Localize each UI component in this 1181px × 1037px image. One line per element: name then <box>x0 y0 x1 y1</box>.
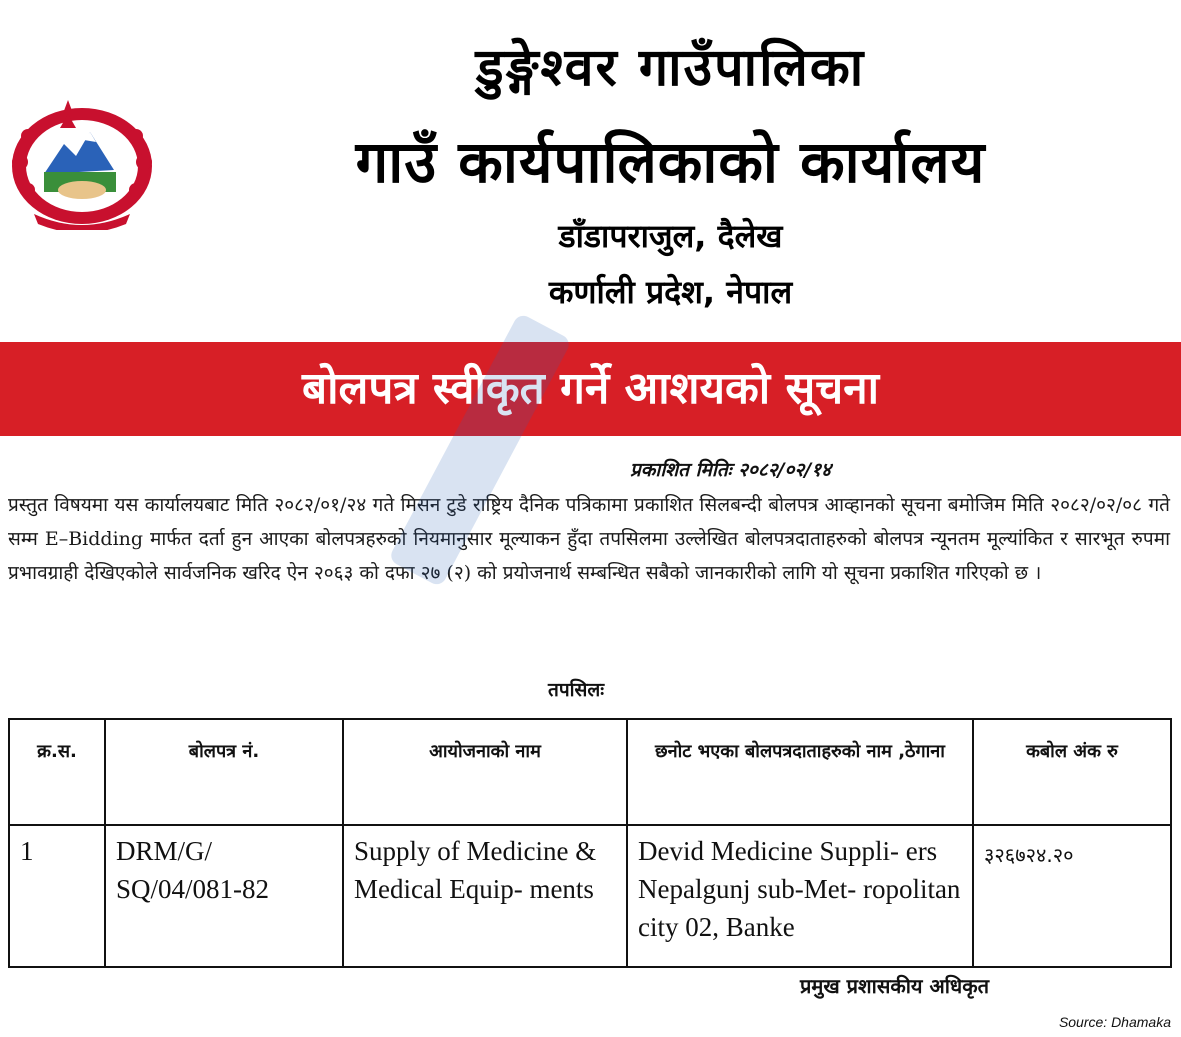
notice-paragraph: प्रस्तुत विषयमा यस कार्यालयबाट मिति २०८२/०१/२४ गते मिसन टुडे राष्ट्रिय दैनिक पत्रिकामा प्रकाशित सिलबन्दी बोलपत्र आव्हानको सूचना बमोजिम मिति २०८२/०२/०८ गते सम्म E–Bidding मार्फत दर्ता हुन आएका बोलपत्रहरुको नियमानुसार मूल्याकन हुँदा तपसिलमा उल्लेखित बोलपत्रदाताहरुको बोलपत्र न्यूनतम मूल्यांकित र सारभूत रुपमा प्रभावग्राही देखिएकोले सार्वजनिक खरिद ऐन २०६३ को दफा २७ (२) को प्रयोजनार्थ सम्बन्धित सबैको जानकारीको लागि यो सूचना प्रकाशित गरिएको छ । <box>8 494 1170 584</box>
office-address: डाँडापराजुल, दैलेख <box>558 217 783 255</box>
header-bidder: छनोट भएका बोलपत्रदाताहरुको नाम ,ठेगाना <box>627 719 973 825</box>
notice-title-banner <box>0 342 1181 436</box>
nepal-emblem-icon <box>4 96 160 230</box>
notice-title: बोलपत्र स्वीकृत गर्ने आशयको सूचना <box>301 363 880 414</box>
bid-table <box>8 718 1172 968</box>
header-sn: क्र.स. <box>9 719 105 825</box>
cell-bid-no: DRM/G/ SQ/04/081-82 <box>105 825 343 967</box>
office-name: गाउँ कार्यपालिकाको कार्यालय <box>355 128 986 196</box>
municipality-name: डुङ्गेश्वर गाउँपालिका <box>475 38 866 98</box>
table-header-row <box>9 719 1171 825</box>
schedule-label: तपसिलः <box>548 679 605 701</box>
cell-sn: 1 <box>9 825 105 967</box>
source-credit: Source: Dhamaka <box>1058 1014 1171 1030</box>
cell-amount: ३२६७२४.२० <box>973 825 1171 967</box>
header-bid-no: बोलपत्र नं. <box>105 719 343 825</box>
header-amount: कबोल अंक रु <box>973 719 1171 825</box>
signatory-title: प्रमुख प्रशासकीय अधिकृत <box>800 974 989 998</box>
province-country: कर्णाली प्रदेश, नेपाल <box>548 273 793 311</box>
published-date: प्रकाशित मितिः २०८२/०२/१४ <box>630 459 832 481</box>
table-row <box>9 825 1171 967</box>
cell-bidder: Devid Medicine Suppli- ers Nepalgunj sub-Met- ropolitan city 02, Banke <box>627 825 973 967</box>
cell-project: Supply of Medicine & Medical Equip- ments <box>343 825 627 967</box>
header-project: आयोजनाको नाम <box>343 719 627 825</box>
